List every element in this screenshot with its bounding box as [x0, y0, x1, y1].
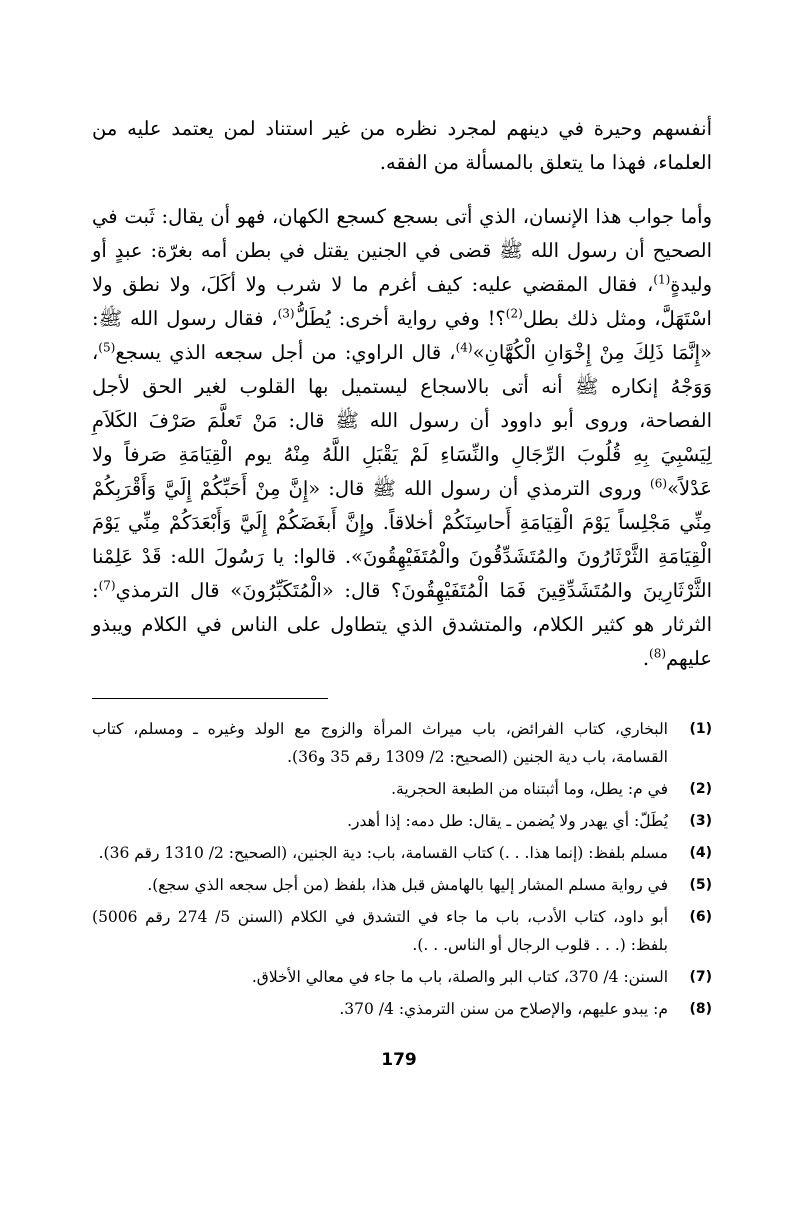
paragraph-2-text: ، قال الراوي: من أجل سجعه الذي يسجع	[115, 341, 456, 364]
footnote-1	[92, 715, 712, 771]
paragraph-2-text: ؟! وفي رواية أخرى: يُطَلُّ	[294, 307, 506, 330]
footnotes-list	[92, 715, 712, 1023]
footnote-number: (8)	[689, 1001, 712, 1017]
footnote-7	[92, 963, 712, 991]
footnote-number: (2)	[689, 781, 712, 797]
paragraph-2	[92, 200, 712, 676]
footnote-number: (7)	[689, 969, 712, 985]
footnote-6	[92, 903, 712, 959]
footnote-number: (6)	[689, 909, 712, 925]
paragraph-2-text: وأما جواب هذا الإنسان، الذي أتى بسجع كسجع الكهان، فهو أن يقال: ثَبت في الصحيح أن رسول الله ﷺ قضى في الجنين يقتل في بطن أمه بغرّة: عبدٍ أو وليدةٍ	[92, 205, 712, 296]
footnote-text: في م: يطل، وما أثبتناه من الطبعة الحجرية.	[391, 780, 668, 798]
footnote-8	[92, 995, 712, 1023]
page-content	[92, 112, 712, 1027]
footnote-text: أبو داود، كتاب الأدب، باب ما جاء في التشدق في الكلام (السنن 5/ 274 رقم 5006) بلفظ: (. . . قلوب الرجال أو الناس. . .).	[92, 908, 668, 954]
paragraph-2-text: : الثرثار هو كثير الكلام، والمتشدق الذي يتطاول على الناس في الكلام ويبذو عليهم	[92, 579, 712, 670]
footnote-divider	[92, 698, 328, 699]
footnote-5	[92, 871, 712, 899]
page-number: 179	[381, 1050, 417, 1070]
footnote-number: (3)	[689, 813, 712, 829]
footnote-text: يُطَلّ: أي يهدر ولا يُضمن ـ يقال: طل دمه: إذا أهدر.	[347, 812, 668, 830]
footnote-text: م: يبدو عليهم، والإصلاح من سنن الترمذي: 4/ 370.	[339, 1000, 668, 1018]
paragraph-2-text: ، وَوَجْهُ إنكاره ﷺ أنه أتى بالاسجاع ليستميل بها القلوب لغير الحق لأجل الفصاحة، وروى أبو داوود أن رسول الله ﷺ قال: مَنْ تَعلَّمَ صَرْفَ الكَلاَمِ لِيَسْبِيَ بِهِ قُلُوبَ الرِّجَالِ والنِّسَاءِ لَمْ يَقْبَلِ اللَّهُ مِنْهُ يوم الْقِيَامَةِ صَرفاً ولا عَدْلاً»	[92, 341, 712, 500]
footnote-4	[92, 839, 712, 867]
footnote-text: البخاري، كتاب الفرائض، باب ميراث المرأة والزوج مع الولد وغيره ـ ومسلم، كتاب القسامة، باب دية الجنين (الصحيح: 2/ 1309 رقم 35 و36).	[92, 720, 668, 766]
paragraph-2-text: .	[642, 647, 650, 670]
footnote-3	[92, 807, 712, 835]
footnote-ref-4: (4)	[455, 340, 473, 355]
footnote-text: في رواية مسلم المشار إليها بالهامش قبل هذا، بلفظ (من أجل سجعه الذي سجع).	[147, 876, 668, 894]
paragraph-2-text: وروى الترمذي أن رسول الله ﷺ قال: «إِنَّ مِنْ أَحَبِّكُمْ إِلَيَّ وَأَقْرَبِكُمْ مِنِّي مَجْلِساً يَوْمَ الْقِيَامَةِ أَحاسِنَكُمْ أخلاقاً. وإِنَّ أَبغَضَكُمْ إِلَيَّ وَأَبْعَدَكُمْ مِنِّي يَوْمَ الْقِيَامَةِ الثَّرْثَارُونَ والمُتَشَدِّقُونَ والْمُتَفَيْهِقُونَ». قالوا: يا رَسُولَ الله: قَدْ عَلِمْنا الثَّرْثَارِينَ والمُتَشَدِّقِينَ فَمَا الْمُتَفَيْهِقُونَ؟ قال: «الْمُتَكَبِّرُونَ» قال الترمذي	[92, 477, 712, 602]
footnote-number: (4)	[689, 845, 712, 861]
paragraph-2-text: ، فقال رسول الله ﷺ: «إِنَّمَا ذَلِكَ مِنْ إِخْوَانِ الْكُهَّانِ»	[92, 307, 712, 364]
paragraph-1: أنفسهم وحيرة في دينهم لمجرد نظره من غير استناد لمن يعتمد عليه من العلماء، فهذا ما يتعلق بالمسألة من الفقه.	[92, 117, 712, 174]
footnote-ref-7: (7)	[98, 578, 116, 593]
footnote-number: (1)	[689, 721, 712, 737]
footnote-ref-3: (3)	[277, 306, 295, 321]
footnote-ref-1: (1)	[653, 272, 671, 287]
footnote-ref-8: (8)	[649, 646, 667, 661]
footnote-number: (5)	[689, 877, 712, 893]
footnote-divider-wrap	[92, 676, 712, 715]
footnote-ref-2: (2)	[505, 306, 523, 321]
footnote-text: مسلم بلفظ: (إنما هذا. . .) كتاب القسامة، باب: دية الجنين، (الصحيح: 2/ 1310 رقم 36).	[98, 844, 668, 862]
footnote-ref-6: (6)	[650, 476, 668, 491]
footnote-ref-5: (5)	[98, 340, 116, 355]
footnote-2	[92, 775, 712, 803]
footnote-text: السنن: 4/ 370، كتاب البر والصلة، باب ما جاء في معالي الأخلاق.	[251, 968, 668, 986]
paragraph-2-text: ، فقال المقضي عليه: كيف أغرم ما لا شرب ولا أكَلَ، ولا نطق ولا اسْتَهَلَّ، ومثل ذلك بطل	[92, 273, 712, 330]
